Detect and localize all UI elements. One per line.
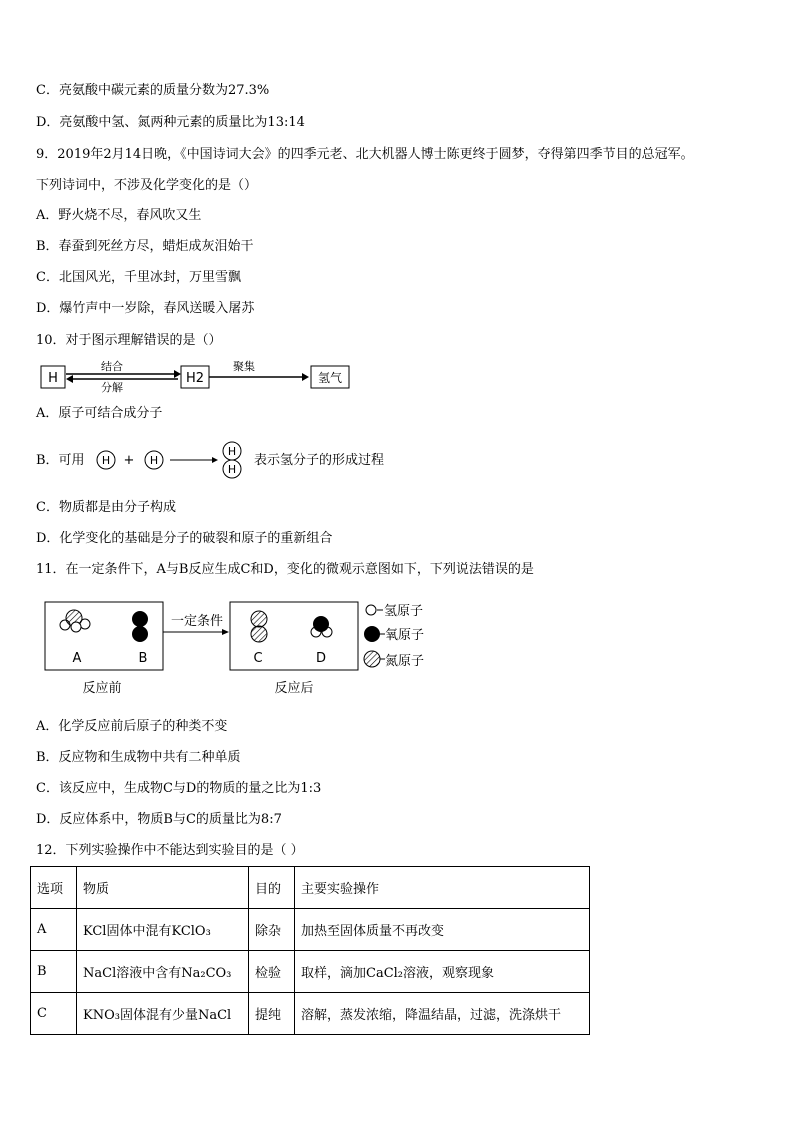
line-c-prev: C．亮氨酸中碳元素的质量分数为27.3% [36,83,270,98]
q9-option-c: C．北国风光，千里冰封，万里雪飘 [36,270,241,285]
molecule-b-o1 [132,611,148,627]
label-b: B [138,651,148,666]
label-d: D [315,651,327,666]
question-11: 11．在一定条件下，A与B反应生成C和D，变化的微观示意图如下，下列说法错误的是 [36,562,534,577]
table-cell: 溶解，蒸发浓缩，降温结晶，过滤，洗涤烘干 [295,993,590,1035]
label-condition: 一定条件 [170,614,224,629]
q11-option-b: B．反应物和生成物中共有二种单质 [36,750,241,765]
q10-option-b-post: 表示氢分子的形成过程 [254,453,385,468]
table-header: 主要实验操作 [295,867,590,909]
label-combine: 结合 [101,360,123,373]
table-cell: 提纯 [249,993,295,1035]
label-before: 反应前 [82,681,122,696]
q11-option-a: A．化学反应前后原子的种类不变 [36,719,228,734]
diagram-q10-b [94,438,254,484]
q10-option-d: D．化学变化的基础是分子的破裂和原子的重新组合 [36,531,333,546]
table-cell: 取样，滴加CaCl₂溶液，观察现象 [295,951,590,993]
table-header: 物质 [77,867,249,909]
q9-option-b: B．春蚕到死丝方尽，蜡炬成灰泪始干 [36,239,254,254]
experiment-table [30,866,590,1035]
table-cell: B [31,951,77,993]
table-cell: NaCl溶液中含有Na₂CO₃ [77,951,249,993]
arrow-b-head [212,457,218,463]
label-a: A [72,651,82,666]
diagram-q11 [40,594,460,700]
table-header: 目的 [249,867,295,909]
q9-option-a: A．野火烧不尽，春风吹又生 [36,208,202,223]
atom-h-1-label: H [101,454,111,467]
arrow-decompose-head [66,375,73,383]
molecule-a-h3 [71,622,81,632]
table-row [31,993,590,1035]
line-d-prev: D．亮氨酸中氢、氮两种元素的质量比为13:14 [36,115,305,130]
table-cell: KNO₃固体混有少量NaCl [77,993,249,1035]
molecule-h-bottom-label: H [227,463,237,476]
legend-h-icon [366,605,376,615]
table-row [31,909,590,951]
molecule-c-n2 [251,626,267,642]
molecule-d-o [313,616,329,632]
question-9: 9．2019年2月14日晚，《中国诗词大会》的四季元老、北大机器人博士陈更终于圆梦，夺得第四季节目的总冠军。 [36,147,694,162]
label-decompose: 分解 [101,381,123,394]
table-cell: KCl固体中混有KClO₃ [77,909,249,951]
q10-option-c: C．物质都是由分子构成 [36,500,176,515]
table-cell: C [31,993,77,1035]
question-12: 12．下列实验操作中不能达到实验目的是（ ） [36,843,304,858]
table-cell: A [31,909,77,951]
arrow-combine-head [174,370,181,378]
legend-o-icon [364,626,380,642]
table-header-row [31,867,590,909]
molecule-b-o2 [132,626,148,642]
reaction-arrow-head [222,629,229,635]
after-box [230,602,358,670]
label-gather: 聚集 [233,360,255,373]
legend-h-label: 氢原子 [384,604,424,619]
q10-option-b-pre: B．可用 [36,453,85,468]
table-cell: 除杂 [249,909,295,951]
q11-option-d: D．反应体系中，物质B与C的质量比为8:7 [36,812,282,827]
molecule-c-n1 [251,611,267,627]
question-10: 10．对于图示理解错误的是（） [36,333,222,348]
box-h2-label: H2 [185,371,205,386]
label-after: 反应后 [274,681,314,696]
table-header: 选项 [31,867,77,909]
q10-option-a: A．原子可结合成分子 [36,406,163,421]
question-9-cont: 下列诗词中，不涉及化学变化的是（） [36,178,258,193]
q9-option-d: D．爆竹声中一岁除，春风送暖入屠苏 [36,301,255,316]
label-c: C [253,651,263,666]
atom-h-2-label: H [149,454,159,467]
table-cell: 加热至固体质量不再改变 [295,909,590,951]
plus-sign: + [123,453,135,468]
legend-n-label: 氮原子 [385,654,425,669]
legend-o-label: 氧原子 [385,628,425,643]
box-hydrogen-gas-label: 氢气 [317,371,343,385]
box-h-label: H [48,371,58,386]
table-row [31,951,590,993]
q11-option-c: C．该反应中，生成物C与D的物质的量之比为1:3 [36,781,322,796]
molecule-h-top-label: H [227,445,237,458]
arrow-gather-head [302,373,309,381]
diagram-q10 [36,358,366,394]
legend-n-icon [364,651,380,667]
table-cell: 检验 [249,951,295,993]
